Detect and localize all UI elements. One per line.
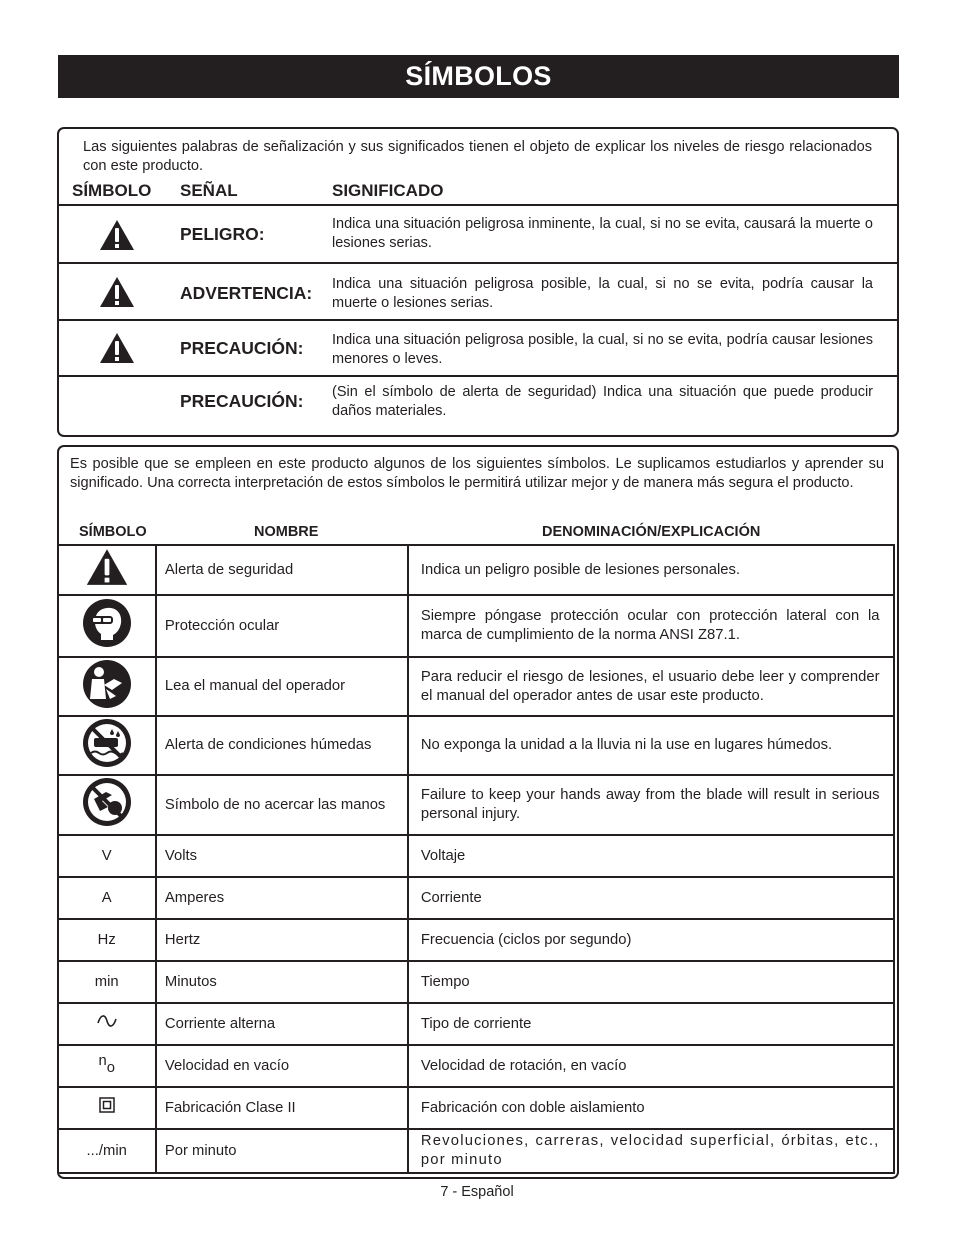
symbol-description: Tiempo — [408, 961, 894, 1003]
safety-alert-icon — [85, 548, 129, 586]
symbol-description: No exponga la unidad a la lluvia ni la use en lugares húmedos. — [408, 716, 894, 775]
table-row — [58, 877, 894, 919]
symbol-description: Velocidad de rotación, en vacío — [408, 1045, 894, 1087]
symbol-subscript: o — [106, 1059, 115, 1076]
signal-row-caution-no-symbol — [59, 375, 897, 437]
page-footer: 7 - Español — [440, 1184, 514, 1200]
symbol-name: Amperes — [156, 877, 408, 919]
signal-meaning: (Sin el símbolo de alerta de seguridad) Indica una situación que puede producir daños materiales. — [332, 384, 873, 419]
symbol-name: Corriente alterna — [156, 1003, 408, 1045]
table-row — [58, 1087, 894, 1129]
header-name: NOMBRE — [254, 524, 319, 540]
warning-triangle-icon — [99, 219, 135, 251]
symbol-text: .../min — [58, 1129, 156, 1173]
signal-words-box — [57, 127, 899, 437]
warning-triangle-icon — [99, 332, 135, 364]
class-ii-construction-icon — [99, 1097, 115, 1113]
symbol-description: Indica un peligro posible de lesiones personales. — [408, 545, 894, 595]
warning-triangle-icon — [99, 276, 135, 308]
symbol-name: Alerta de condiciones húmedas — [156, 716, 408, 775]
symbols-intro: Es posible que se empleen en este producto algunos de los siguientes símbolos. Le suplicamos estudiarlos y aprender su significado. Una correcta interpretación de estos símbolos le permitirá utilizar mejor y de manera más segura el producto. — [70, 456, 884, 491]
table-row — [58, 1129, 894, 1173]
signal-meaning: Indica una situación peligrosa inminente, la cual, si no se evita, causará la muerte o lesiones serias. — [332, 216, 873, 251]
table-row — [58, 1003, 894, 1045]
symbol-name: Protección ocular — [156, 595, 408, 657]
symbol-name: Velocidad en vacío — [156, 1045, 408, 1087]
table-row — [58, 595, 894, 657]
symbol-name: Símbolo de no acercar las manos — [156, 775, 408, 835]
table-row — [58, 1045, 894, 1087]
no-load-speed-symbol — [58, 1045, 156, 1087]
symbol-name: Fabricación Clase II — [156, 1087, 408, 1129]
table-row — [58, 775, 894, 835]
symbols-table — [57, 544, 895, 1174]
symbol-name: Por minuto — [156, 1129, 408, 1173]
signal-row-warning — [59, 262, 897, 321]
symbol-name: Lea el manual del operador — [156, 657, 408, 716]
table-row — [58, 657, 894, 716]
symbol-text: A — [58, 877, 156, 919]
symbol-name: Hertz — [156, 919, 408, 961]
signal-row-caution — [59, 319, 897, 377]
symbols-box — [57, 445, 899, 1179]
page-title: SÍMBOLOS — [58, 55, 899, 98]
signal-meaning: Indica una situación peligrosa posible, la cual, si no se evita, podría causar lesiones menores o leves. — [332, 332, 873, 367]
symbol-description: Voltaje — [408, 835, 894, 877]
table-row — [58, 545, 894, 595]
header-description: DENOMINACIÓN/EXPLICACIÓN — [542, 524, 761, 540]
symbol-name: Minutos — [156, 961, 408, 1003]
symbol-description: Fabricación con doble aislamiento — [408, 1087, 894, 1129]
symbol-name: Alerta de seguridad — [156, 545, 408, 595]
signal-word: ADVERTENCIA: — [180, 283, 313, 303]
header-symbol: SÍMBOLO — [72, 181, 152, 200]
table-row — [58, 716, 894, 775]
symbol-name: Volts — [156, 835, 408, 877]
symbol-description: Siempre póngase protección ocular con protección lateral con la marca de cumplimiento de la norma ANSI Z87.1. — [408, 595, 894, 657]
signal-word: PRECAUCIÓN: — [180, 338, 304, 358]
table-row — [58, 919, 894, 961]
eye-protection-icon — [82, 598, 132, 648]
header-meaning: SIGNIFICADO — [332, 181, 444, 200]
signal-meaning: Indica una situación peligrosa posible, la cual, si no se evita, podría causar la muerte o lesiones serias. — [332, 276, 873, 311]
symbol-text: min — [58, 961, 156, 1003]
header-signal: SEÑAL — [180, 181, 238, 200]
symbol-text: n — [98, 1052, 107, 1069]
symbol-description: Failure to keep your hands away from the blade will result in serious personal injury. — [408, 775, 894, 835]
signal-intro: Las siguientes palabras de señalización y sus significados tienen el objeto de explicar los niveles de riesgo relacionados con este producto. — [83, 139, 872, 174]
alternating-current-icon — [96, 1014, 118, 1028]
keep-hands-away-icon — [82, 777, 132, 827]
table-row — [58, 835, 894, 877]
table-row — [58, 961, 894, 1003]
symbol-description: Revoluciones, carreras, velocidad superficial, órbitas, etc., por minuto — [408, 1129, 894, 1173]
signal-word: PRECAUCIÓN: — [180, 391, 304, 411]
symbol-description: Para reducir el riesgo de lesiones, el usuario debe leer y comprender el manual del operador antes de usar este producto. — [408, 657, 894, 716]
signal-row-danger — [59, 204, 897, 264]
wet-conditions-icon — [82, 718, 132, 768]
signal-word: PELIGRO: — [180, 224, 265, 244]
symbol-description: Frecuencia (ciclos por segundo) — [408, 919, 894, 961]
read-manual-icon — [82, 659, 132, 709]
symbol-text: Hz — [58, 919, 156, 961]
header-symbol: SÍMBOLO — [79, 524, 147, 540]
symbol-description: Tipo de corriente — [408, 1003, 894, 1045]
symbol-text: V — [58, 835, 156, 877]
symbol-description: Corriente — [408, 877, 894, 919]
